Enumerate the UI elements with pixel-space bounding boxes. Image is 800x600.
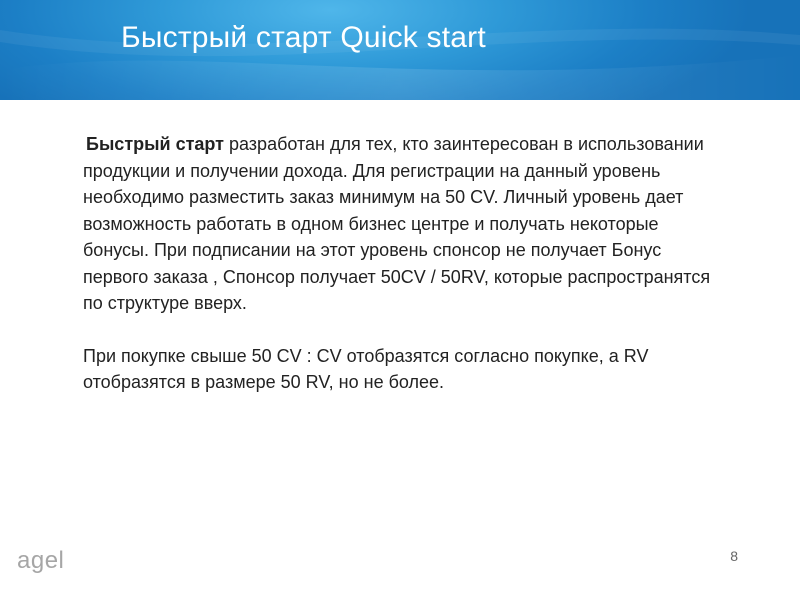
header-banner	[0, 0, 800, 100]
logo-text: agel	[17, 548, 65, 574]
page-title: Быстрый старт Quick start	[121, 21, 486, 54]
paragraph-2: При покупке свыше 50 CV : CV отобразятся согласно покупке, а RV отобразятся в размере 50 RV, но не более.	[83, 345, 649, 392]
paragraph-1	[83, 131, 723, 317]
page-number: 8	[730, 548, 738, 564]
paragraph-1-bold-lead: Быстрый старт	[86, 134, 224, 154]
agel-logo	[17, 548, 81, 578]
body-text	[83, 131, 723, 396]
paragraph-1-text: разработан для тех, кто заинтересован в использовании продукции и получении дохода. Для регистрации на данный уровень необходимо разместить заказ минимум на 50 CV. Личный уровень дает возможность работать в одном бизнес центре и получать некоторые бонусы. При подписании на этот уровень спонсор не получает Бонус первого заказа , Спонсор получает 50CV / 50RV, которые распространятся по структуре вверх.	[83, 134, 711, 313]
